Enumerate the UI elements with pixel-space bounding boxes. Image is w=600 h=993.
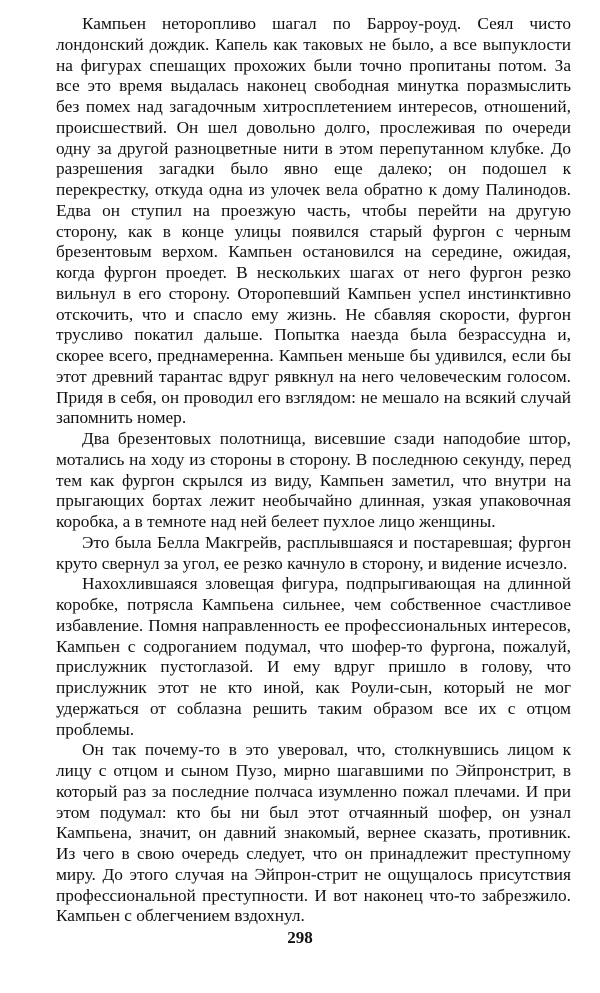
page-number: 298	[287, 928, 313, 947]
page-text	[56, 14, 571, 927]
paragraph-2: Два брезентовых полотнища, висевшие сзади наподобие штор, мотались на ходу из стороны в сторону. В последнюю секунду, перед тем как фургон скрылся из виду, Кампьен заметил, что внутри на прыгающих бортах лежит необычайно длинная, узкая упаковочная коробка, а в темноте над ней белеет пухлое лицо женщины.	[56, 429, 571, 531]
paragraph-4: Нахохлившаяся зловещая фигура, подпрыгивающая на длинной коробке, потрясла Кампьена сильнее, чем собственное счастливое избавление. Помня направленность ее профессиональных интересов, Кампьен с содроганием подумал, что шофер-то фургона, пожалуй, прислужник пустоглазой. И ему вдруг пришло в голову, что прислужник этот не кто иной, как Роули-сын, который не мог удержаться от соблазна решить таким образом все их с отцом проблемы.	[56, 574, 571, 739]
paragraph-5: Он так почему-то в это уверовал, что, столкнувшись лицом к лицу с отцом и сыном Пузо, мирно шагавшими по Эйпронстрит, в который раз за последние полчаса изумленно пожал плечами. И при этом подумал: кто бы ни был этот отчаянный шофер, он узнал Кампьена, значит, он давний знакомый, вернее сказать, противник. Из чего в свою очередь следует, что он принадлежит преступному миру. До этого случая на Эйпрон-стрит не ощущалось присутствия профессиональной преступности. И вот наконец что-то забрезжило. Кампьен с облегчением вздохнул.	[56, 740, 571, 926]
paragraph-3: Это была Белла Макгрейв, расплывшаяся и постаревшая; фургон круто свернул за угол, ее резко качнуло в сторону, и видение исчезло.	[56, 532, 571, 573]
paragraph-1: Кампьен неторопливо шагал по Барроу-роуд. Сеял чисто лондонский дождик. Капель как таковых не было, а все выпуклости на фигурах спешащих прохожих были точно пропитаны потом. За все это время выдалась наконец свободная минутка поразмыслить без помех над загадочным хитросплетением интересов, отношений, происшествий. Он шел довольно долго, прослеживая по очереди одну за другой разноцветные нити в этом перепутанном клубке. До разрешения загадки было явно еще далеко; он подошел к перекрестку, откуда одна из улочек вела обратно к дому Палинодов. Едва он ступил на проезжую часть, чтобы перейти на другую сторону, как в конце улицы появился старый фургон с черным брезентовым верхом. Кампьен остановился на середине, ожидая, когда фургон проедет. В нескольких шагах от него фургон резко вильнул в его сторону. Оторопевший Кампьен успел инстинктивно отскочить, что и спасло ему жизнь. Не сбавляя скорости, фургон трусливо покатил дальше. Попытка наезда была безрассудна и, скорее всего, преднамеренна. Кампьен меньше бы удивился, если бы этот древний тарантас вдруг рявкнул на него человеческим голосом. Придя в себя, он проводил его взглядом: не мешало на всякий случай запомнить номер.	[56, 14, 571, 428]
